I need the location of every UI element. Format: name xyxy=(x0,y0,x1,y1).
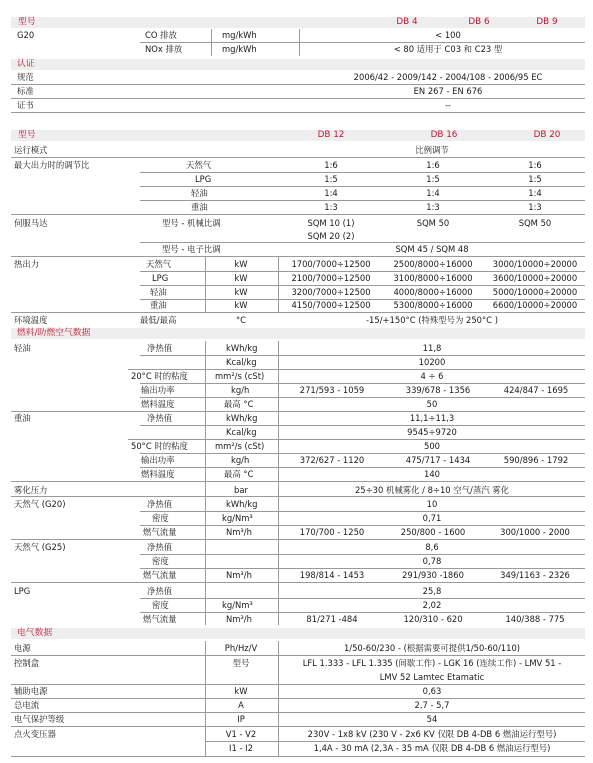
ncv-label: 净热值 xyxy=(147,499,173,509)
std-value: 2006/42 - 2009/142 - 2004/108 - 2006/95 EC xyxy=(353,72,543,82)
co-value: < 100 xyxy=(435,30,461,40)
turndown-value: 1:3 xyxy=(324,202,338,212)
turndown-value: 1:6 xyxy=(528,160,542,170)
power-value: 1/50-60/230 - (根据需要可提供1/50-60/110) xyxy=(343,643,521,653)
unit: kg/Nm³ xyxy=(222,513,253,523)
norm-value: EN 267 - EN 676 xyxy=(413,86,483,96)
heat-unit: kW xyxy=(234,259,248,269)
ignition-label: 点火变压器 xyxy=(14,729,56,739)
ambient-label: 环境温度 xyxy=(14,315,48,325)
ignition-unit-2: I1 - I2 xyxy=(229,743,253,753)
unit: mm²/s (cSt) xyxy=(215,371,265,381)
value: 300/1000 - 2000 xyxy=(500,527,570,537)
heat-fuel: LPG xyxy=(152,273,169,283)
protection-value: 54 xyxy=(426,714,438,724)
density-label: 密度 xyxy=(152,513,169,523)
servo-mech-v1a: SQM 10 (1) xyxy=(307,218,355,228)
heat-value: 5300/8000÷16000 xyxy=(393,300,473,310)
power-unit: Ph/Hz/V xyxy=(224,643,258,653)
value: 339/678 - 1356 xyxy=(405,385,471,395)
cert-label: 证书 xyxy=(17,100,34,110)
flow-label: 燃气流量 xyxy=(143,527,177,537)
heat-value: 2500/8000÷16000 xyxy=(393,259,473,269)
heat-unit: kW xyxy=(234,300,248,310)
turndown-value: 1:3 xyxy=(426,202,440,212)
value: 500 xyxy=(424,441,440,451)
cert-section-title: 认证 xyxy=(11,59,585,70)
mode-value: 比例调节 xyxy=(415,145,449,155)
turndown-value: 1:4 xyxy=(324,188,338,198)
value: 9545÷9720 xyxy=(407,427,457,437)
servo-elec-label: 型号 - 电子比调 xyxy=(162,244,221,254)
heat-fuel: 天然气 xyxy=(146,259,172,269)
box-label: 控制盒 xyxy=(14,658,40,668)
model-header-label: 型号 xyxy=(18,17,36,27)
turndown-label: 最大出力时的调节比 xyxy=(14,160,90,170)
turndown-fuel: LPG xyxy=(195,174,212,184)
current-value: 2,7 - 5,7 xyxy=(414,700,450,710)
value: 250/800 - 1600 xyxy=(400,527,466,537)
heat-unit: kW xyxy=(234,287,248,297)
atom-label: 雾化压力 xyxy=(14,485,48,495)
turndown-value: 1:5 xyxy=(324,174,338,184)
ignition-value-2: 1,4A - 30 mA (2,3A - 35 mA 仅限 DB 4-DB 6 燃油运行型号) xyxy=(313,743,551,753)
servo-mech-v2: SQM 50 xyxy=(416,218,450,228)
light-oil-label: 轻油 xyxy=(14,343,31,353)
fuel-section-title: 燃料/助燃空气数据 xyxy=(11,328,585,339)
power-label: 电源 xyxy=(14,643,31,653)
value: 10200 xyxy=(418,357,446,367)
model-db9: DB 9 xyxy=(536,17,558,27)
value: 424/847 - 1695 xyxy=(503,385,569,395)
co-unit: mg/kWh xyxy=(222,30,257,40)
nox-label: NOx 排放 xyxy=(145,44,183,54)
turndown-fuel: 重油 xyxy=(191,202,208,212)
mode-label: 运行模式 xyxy=(14,145,48,155)
heat-unit: kW xyxy=(234,273,248,283)
value: 11,8 xyxy=(422,343,442,353)
heat-value: 3100/8000÷16000 xyxy=(393,273,473,283)
heat-value: 3000/10000÷20000 xyxy=(492,259,578,269)
value: 0,71 xyxy=(422,513,442,523)
turndown-value: 1:4 xyxy=(528,188,542,198)
unit: mm²/s (cSt) xyxy=(215,441,265,451)
current-label: 总电流 xyxy=(14,700,40,710)
aux-value: 0,63 xyxy=(422,686,442,696)
light-oil-temp: 燃料温度 xyxy=(141,399,175,409)
aux-label: 辅助电源 xyxy=(14,686,48,696)
density-label: 密度 xyxy=(152,556,169,566)
value: 0,78 xyxy=(422,556,442,566)
heat-value: 5000/10000÷20000 xyxy=(492,287,578,297)
value: 25,8 xyxy=(422,586,442,596)
unit: 最高 °C xyxy=(224,399,254,409)
ambient-unit: °C xyxy=(235,315,247,325)
turndown-value: 1:4 xyxy=(426,188,440,198)
heat-value: 3200/7000÷12500 xyxy=(291,287,371,297)
turndown-value: 1:5 xyxy=(528,174,542,184)
unit: kg/h xyxy=(231,385,250,395)
light-oil-ncv: 净热值 xyxy=(147,343,173,353)
value: 140 xyxy=(424,469,440,479)
lpg-label: LPG xyxy=(14,586,31,596)
heat-fuel: 重油 xyxy=(150,300,167,310)
servo-mech-v3: SQM 50 xyxy=(518,218,552,228)
value: 10 xyxy=(426,499,438,509)
heat-fuel: 轻油 xyxy=(150,287,167,297)
turndown-fuel: 轻油 xyxy=(191,188,208,198)
ignition-value-1: 230V - 1x8 kV (230 V - 2x6 KV 仅限 DB 4-DB 6 燃油运行型号) xyxy=(307,729,557,739)
value: 475/717 - 1434 xyxy=(405,455,471,465)
heavy-oil-temp: 燃料温度 xyxy=(141,469,175,479)
unit: kg/h xyxy=(231,455,250,465)
unit: Kcal/kg xyxy=(226,357,257,367)
value: 198/814 - 1453 xyxy=(299,570,365,580)
protection-unit: IP xyxy=(237,714,245,724)
value: 50 xyxy=(426,399,438,409)
servo-mech-label: 型号 - 机械比调 xyxy=(162,218,221,228)
heat-label: 热出力 xyxy=(14,259,40,269)
turndown-value: 1:3 xyxy=(528,202,542,212)
turndown-value: 1:6 xyxy=(324,160,338,170)
unit: 最高 °C xyxy=(224,469,254,479)
ambient-value: -15/+150°C (特殊型号为 250°C ) xyxy=(366,315,498,325)
cert-value: -- xyxy=(444,100,452,110)
atom-value: 25÷30 机械雾化 / 8÷10 空气/蒸汽 雾化 xyxy=(354,485,510,495)
heat-value: 4000/8000÷16000 xyxy=(393,287,473,297)
heavy-oil-flow: 输出功率 xyxy=(141,455,175,465)
protection-label: 电气保护等级 xyxy=(14,714,65,724)
std-label: 规范 xyxy=(17,72,34,82)
heat-value: 2100/7000÷12500 xyxy=(291,273,371,283)
unit: kWh/kg xyxy=(226,343,258,353)
norm-label: 标准 xyxy=(17,86,34,96)
unit: kWh/kg xyxy=(226,499,258,509)
turndown-value: 1:6 xyxy=(426,160,440,170)
unit: kg/Nm³ xyxy=(222,600,253,610)
heavy-oil-ncv: 净热值 xyxy=(147,413,173,423)
co-label: CO 排放 xyxy=(145,30,177,40)
value: 170/700 - 1250 xyxy=(299,527,365,537)
unit: Nm³/h xyxy=(226,614,252,624)
unit: Nm³/h xyxy=(226,570,252,580)
ncv-label: 净热值 xyxy=(147,542,173,552)
value: 81/271 -484 xyxy=(306,614,358,624)
box-unit: 型号 xyxy=(232,658,250,668)
box-value-1: LFL 1.333 - LFL 1.335 (间歇工作) - LGK 16 (连续工作) - LMV 51 - xyxy=(302,658,562,668)
model-header-row xyxy=(11,17,585,28)
heat-value: 1700/7000÷12500 xyxy=(291,259,371,269)
heat-value: 3600/10000÷20000 xyxy=(492,273,578,283)
value: 4 ÷ 6 xyxy=(420,371,444,381)
nox-unit: mg/kWh xyxy=(222,44,257,54)
model-header-label-2: 型号 xyxy=(18,130,36,140)
current-unit: A xyxy=(238,700,244,710)
model-db20: DB 20 xyxy=(533,130,561,140)
ambient-sub: 最低/最高 xyxy=(140,315,177,325)
turndown-value: 1:5 xyxy=(426,174,440,184)
ignition-unit-1: V1 - V2 xyxy=(225,729,257,739)
heavy-oil-label: 重油 xyxy=(14,413,31,423)
model-db6: DB 6 xyxy=(468,17,490,27)
flow-label: 燃气流量 xyxy=(143,570,177,580)
ng25-label: 天然气 (G25) xyxy=(14,542,66,552)
elec-section-title: 电气数据 xyxy=(11,628,585,639)
value: 2,02 xyxy=(422,600,442,610)
g20-label: G20 xyxy=(17,30,35,40)
light-oil-visc: 20°C 时的粘度 xyxy=(131,371,188,381)
value: 11,1÷11,3 xyxy=(409,413,455,423)
model-db12: DB 12 xyxy=(317,130,345,140)
turndown-fuel: 天然气 xyxy=(186,160,212,170)
value: 349/1163 - 2326 xyxy=(500,570,570,580)
model-db16: DB 16 xyxy=(430,130,458,140)
heavy-oil-visc: 50°C 时的粘度 xyxy=(131,441,188,451)
unit: kWh/kg xyxy=(226,413,258,423)
box-value-2: LMV 52 Lamtec Etamatic xyxy=(379,672,485,682)
ncv-label: 净热值 xyxy=(147,586,173,596)
ng20-label: 天然气 (G20) xyxy=(14,499,66,509)
aux-unit: kW xyxy=(234,686,248,696)
value: 590/896 - 1792 xyxy=(503,455,569,465)
servo-mech-v1b: SQM 20 (2) xyxy=(307,231,355,241)
density-label: 密度 xyxy=(152,600,169,610)
unit: Nm³/h xyxy=(226,527,252,537)
value: 372/627 - 1120 xyxy=(299,455,365,465)
model-db4: DB 4 xyxy=(396,17,418,27)
nox-value: < 80 适用于 C03 和 C23 型 xyxy=(393,44,503,54)
flow-label: 燃气流量 xyxy=(143,614,177,624)
value: 291/930 -1860 xyxy=(402,570,464,580)
atom-unit: bar xyxy=(234,485,248,495)
value: 120/310 - 620 xyxy=(403,614,463,624)
servo-label: 伺服马达 xyxy=(14,218,48,228)
value: 140/388 - 775 xyxy=(505,614,565,624)
light-oil-flow: 输出功率 xyxy=(141,385,175,395)
model-header-row-2 xyxy=(11,130,585,141)
value: 8,6 xyxy=(425,542,439,552)
unit: Kcal/kg xyxy=(226,427,257,437)
heat-value: 4150/7000÷12500 xyxy=(291,300,371,310)
value: 271/593 - 1059 xyxy=(299,385,365,395)
heat-value: 6600/10000÷20000 xyxy=(492,300,578,310)
servo-elec-value: SQM 45 / SQM 48 xyxy=(395,244,469,254)
